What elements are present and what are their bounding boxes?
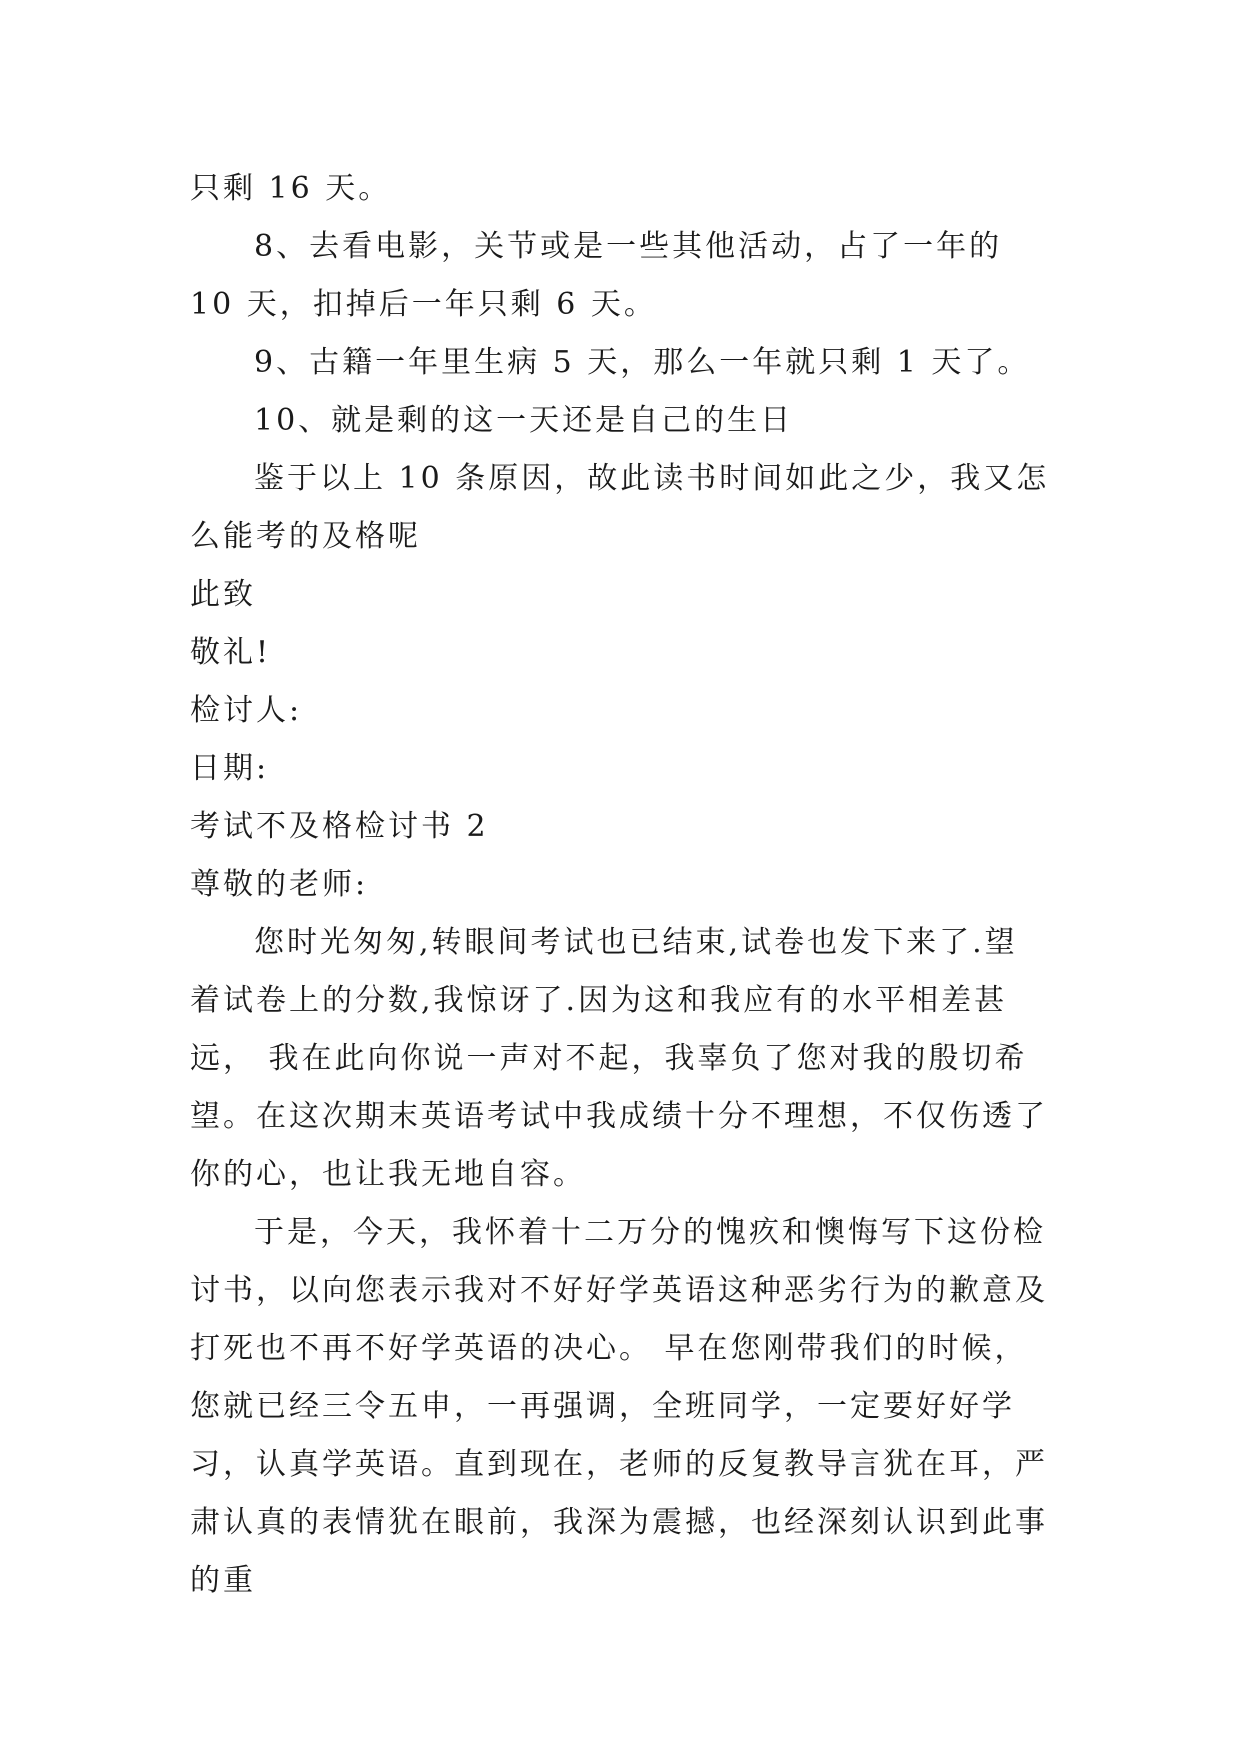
paragraph-reason-10: 10、就是剩的这一天还是自己的生日 — [254, 403, 794, 438]
paragraph-reflection: 于是，今天，我怀着十二万分的愧疚和懊悔写下这份检讨书，以向您表示我对不好好学英语这种恶劣行为的歉意及打死也不再不好学英语的决心。 早在您刚带我们的时候，您就已经三令五申，一再强调，全班同学，一定要好好学习，认真学英语。直到现在，老师的反复教导言犹在耳，严肃认真的表情犹在眼前，我深为震撼，也经深刻认识到此事的重 — [190, 1215, 1048, 1598]
paragraph-reason-8: 8、去看电影，关节或是一些其他活动，占了一年的 10 天，扣掉后一年只剩 6 天。 — [190, 229, 1003, 322]
closing-salutation: 此致 — [190, 577, 256, 612]
paragraph-remaining-days: 只剩 16 天。 — [190, 171, 392, 206]
section-title: 考试不及格检讨书 2 — [190, 809, 489, 844]
document-body — [190, 160, 1050, 1610]
paragraph-apology: 您时光匆匆,转眼间考试也已结束,试卷也发下来了.望着试卷上的分数,我惊讶了.因为这和我应有的水平相差甚远， 我在此向你说一声对不起，我辜负了您对我的殷切希望。在这次期末英语考试中我成绩十分不理想，不仅伤透了你的心，也让我无地自容。 — [190, 925, 1048, 1192]
closing-regards: 敬礼! — [190, 635, 272, 670]
date-label: 日期: — [190, 751, 270, 786]
paragraph-conclusion: 鉴于以上 10 条原因，故此读书时间如此之少，我又怎么能考的及格呢 — [190, 461, 1050, 554]
signature-label: 检讨人: — [190, 693, 303, 728]
paragraph-reason-9: 9、古籍一年里生病 5 天，那么一年就只剩 1 天了。 — [254, 345, 1031, 380]
greeting: 尊敬的老师: — [190, 867, 369, 902]
